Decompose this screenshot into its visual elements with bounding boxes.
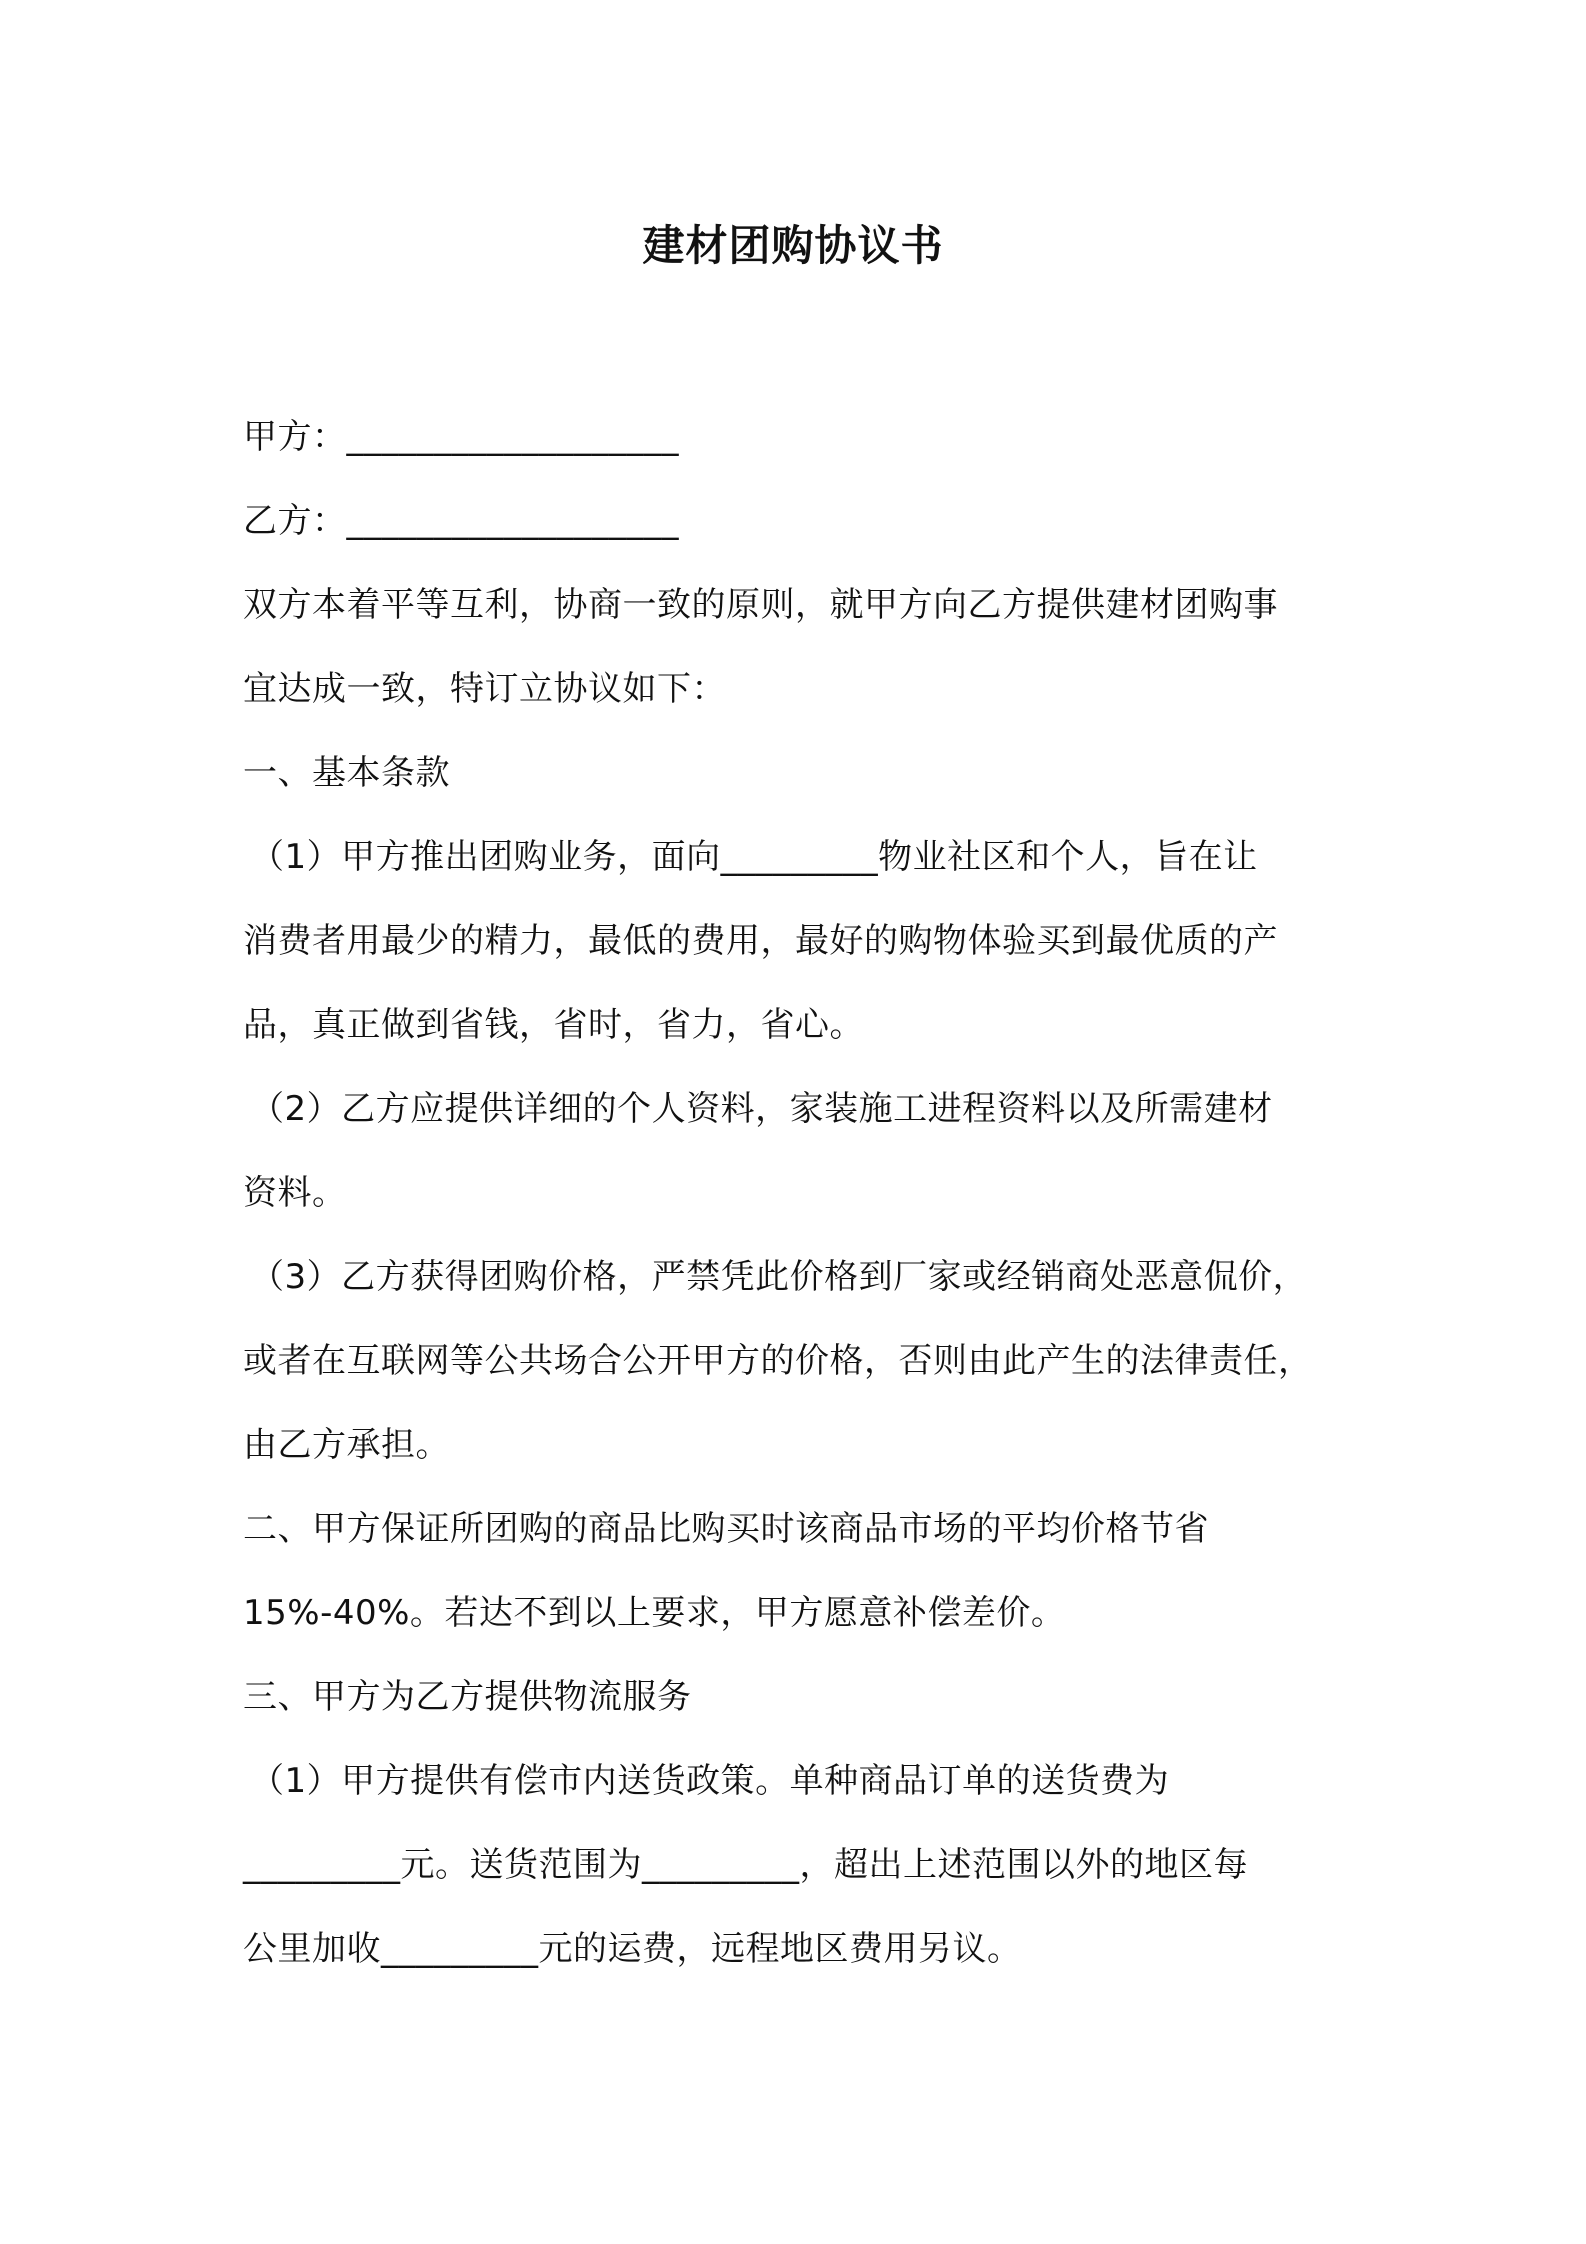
clause-1-3-line-1: （3）乙方获得团购价格，严禁凭此价格到厂家或经销商处恶意侃价， (250, 1257, 1308, 1297)
clause-1-1-line-1: （1）甲方推出团购业务，面向_________物业社区和个人，旨在让 (250, 837, 1258, 877)
clause-1-1-line-2: 消费者用最少的精力，最低的费用，最好的购物体验买到最优质的产 (243, 921, 1278, 961)
party-a-line: 甲方：___________________ (243, 417, 679, 457)
clause-1-3-line-2: 或者在互联网等公共场合公开甲方的价格，否则由此产生的法律责任， (243, 1341, 1313, 1381)
clause-1-1-line-3: 品，真正做到省钱，省时，省力，省心。 (243, 1005, 864, 1045)
document-title: 建材团购协议书 (642, 221, 944, 270)
clause-3-1-line-1: （1）甲方提供有偿市内送货政策。单种商品订单的送货费为 (250, 1761, 1170, 1801)
clause-3-1-line-3: 公里加收_________元的运费，远程地区费用另议。 (243, 1929, 1022, 1969)
section-heading-3: 三、甲方为乙方提供物流服务 (243, 1677, 692, 1717)
clause-1-2-line-2: 资料。 (243, 1173, 347, 1213)
preamble-line-2: 宜达成一致，特订立协议如下： (243, 669, 726, 709)
section-2-line-1: 二、甲方保证所团购的商品比购买时该商品市场的平均价格节省 (243, 1509, 1209, 1549)
party-b-line: 乙方：___________________ (243, 501, 679, 541)
clause-1-3-line-3: 由乙方承担。 (243, 1425, 450, 1465)
clause-3-1-line-2: _________元。送货范围为_________，超出上述范围以外的地区每 (243, 1845, 1248, 1885)
clause-1-2-line-1: （2）乙方应提供详细的个人资料，家装施工进程资料以及所需建材 (250, 1089, 1273, 1129)
section-heading-1: 一、基本条款 (243, 753, 450, 793)
preamble-line-1: 双方本着平等互利，协商一致的原则，就甲方向乙方提供建材团购事 (243, 585, 1278, 625)
section-2-line-2: 15%-40%。若达不到以上要求，甲方愿意补偿差价。 (243, 1593, 1066, 1633)
